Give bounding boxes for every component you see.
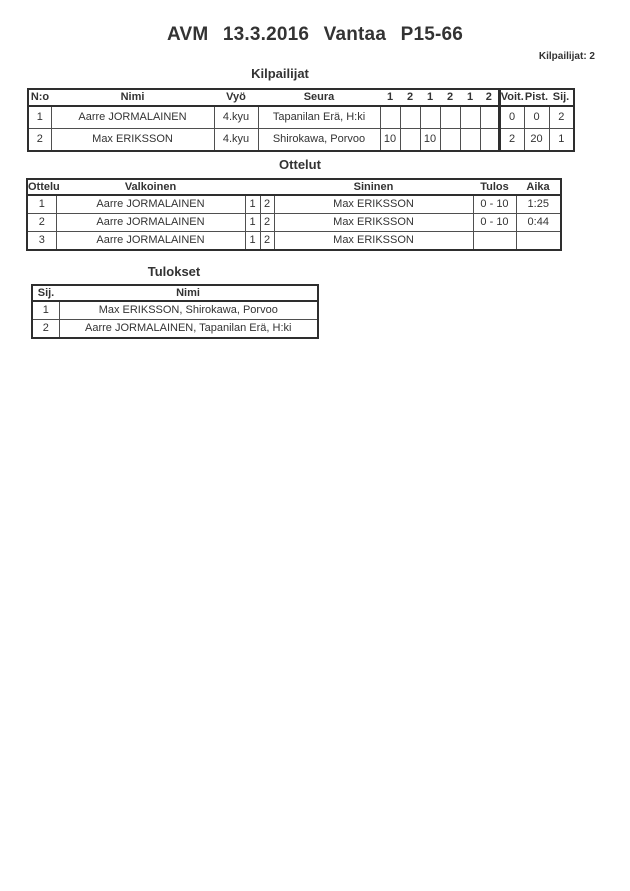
match-number: 1 (27, 195, 56, 214)
col-header-seura: Seura (258, 89, 380, 106)
col-header-nimi: Nimi (59, 285, 318, 301)
score-cell (480, 129, 499, 152)
wins-cell: 2 (499, 129, 524, 152)
ottelut-header-row (27, 179, 561, 195)
competitor-belt: 4.kyu (214, 106, 258, 129)
white-competitor: Aarre JORMALAINEN (56, 195, 245, 214)
white-number: 1 (245, 232, 260, 251)
competitor-row (28, 129, 574, 152)
result-name: Aarre JORMALAINEN, Tapanilan Erä, H:ki (59, 320, 318, 339)
col-header-score-1: 1 (380, 89, 400, 106)
competitors-count: Kilpailijat: 2 (538, 51, 595, 62)
white-competitor: Aarre JORMALAINEN (56, 214, 245, 232)
col-header-valkoinen: Valkoinen (56, 179, 245, 195)
kilpailijat-heading: Kilpailijat (251, 66, 309, 81)
col-header-sij: Sij. (549, 89, 574, 106)
col-header-no: N:o (28, 89, 51, 106)
kilpailijat-header-row (28, 89, 574, 106)
score-cell: 10 (380, 129, 400, 152)
competitor-number: 2 (28, 129, 51, 152)
result-row (32, 301, 318, 320)
competitor-club: Tapanilan Erä, H:ki (258, 106, 380, 129)
match-time (516, 232, 561, 251)
result-row (32, 320, 318, 339)
blue-competitor: Max ERIKSSON (274, 195, 473, 214)
col-header-sij: Sij. (32, 285, 59, 301)
match-row (27, 232, 561, 251)
tulokset-heading: Tulokset (147, 264, 201, 279)
ottelut-table (26, 178, 562, 251)
match-time: 0:44 (516, 214, 561, 232)
points-cell: 0 (524, 106, 549, 129)
col-header-sininen: Sininen (274, 179, 473, 195)
match-result: 0 - 10 (473, 195, 516, 214)
match-result (473, 232, 516, 251)
white-competitor: Aarre JORMALAINEN (56, 232, 245, 251)
competitor-belt: 4.kyu (214, 129, 258, 152)
result-placement: 2 (32, 320, 59, 339)
score-cell (400, 106, 420, 129)
col-header-score-3: 1 (420, 89, 440, 106)
col-header-nimi: Nimi (51, 89, 214, 106)
score-cell: 10 (420, 129, 440, 152)
col-header-score-5: 1 (460, 89, 480, 106)
points-cell: 20 (524, 129, 549, 152)
col-header-blue-num (260, 179, 274, 195)
col-header-aika: Aika (516, 179, 561, 195)
competitor-row (28, 106, 574, 129)
kilpailijat-table (27, 88, 575, 152)
score-cell (420, 106, 440, 129)
placement-cell: 1 (549, 129, 574, 152)
match-number: 3 (27, 232, 56, 251)
score-cell (440, 129, 460, 152)
page-title: AVM 13.3.2016 Vantaa P15-66 (166, 24, 464, 45)
blue-competitor: Max ERIKSSON (274, 214, 473, 232)
match-number: 2 (27, 214, 56, 232)
wins-cell: 0 (499, 106, 524, 129)
score-cell (440, 106, 460, 129)
match-row (27, 214, 561, 232)
blue-number: 2 (260, 195, 274, 214)
placement-cell: 2 (549, 106, 574, 129)
score-cell (400, 129, 420, 152)
col-header-score-2: 2 (400, 89, 420, 106)
competitor-club: Shirokawa, Porvoo (258, 129, 380, 152)
col-header-vyo: Vyö (214, 89, 258, 106)
blue-competitor: Max ERIKSSON (274, 232, 473, 251)
match-row (27, 195, 561, 214)
ottelut-heading: Ottelut (279, 157, 321, 172)
match-result: 0 - 10 (473, 214, 516, 232)
blue-number: 2 (260, 214, 274, 232)
tulokset-header-row (32, 285, 318, 301)
competitor-name: Max ERIKSSON (51, 129, 214, 152)
white-number: 1 (245, 195, 260, 214)
col-header-ottelu: Ottelu (27, 179, 56, 195)
result-placement: 1 (32, 301, 59, 320)
col-header-pist: Pist. (524, 89, 549, 106)
score-cell (460, 106, 480, 129)
competitor-name: Aarre JORMALAINEN (51, 106, 214, 129)
col-header-score-6: 2 (480, 89, 499, 106)
score-cell (380, 106, 400, 129)
match-time: 1:25 (516, 195, 561, 214)
white-number: 1 (245, 214, 260, 232)
col-header-white-num (245, 179, 260, 195)
col-header-score-4: 2 (440, 89, 460, 106)
competitor-number: 1 (28, 106, 51, 129)
blue-number: 2 (260, 232, 274, 251)
score-cell (460, 129, 480, 152)
tulokset-table (31, 284, 319, 339)
col-header-tulos: Tulos (473, 179, 516, 195)
col-header-voit: Voit. (499, 89, 524, 106)
score-cell (480, 106, 499, 129)
result-name: Max ERIKSSON, Shirokawa, Porvoo (59, 301, 318, 320)
